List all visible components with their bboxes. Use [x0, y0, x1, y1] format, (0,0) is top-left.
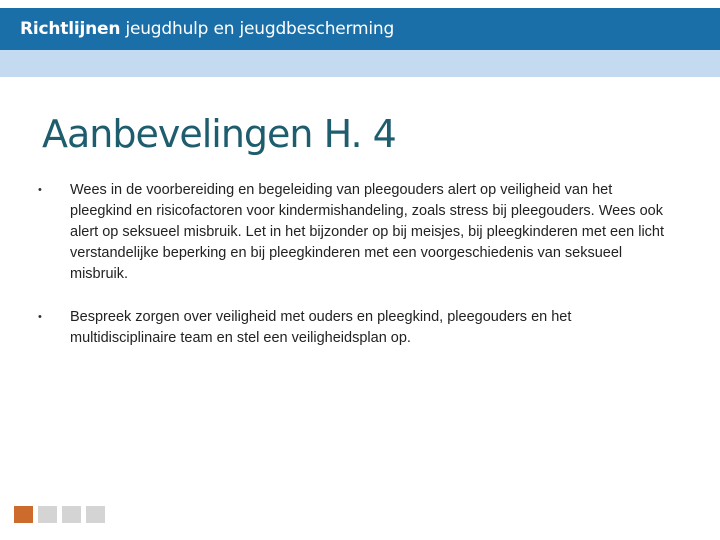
bullet-text: Bespreek zorgen over veiligheid met ouders en pleegkind, pleegouders en het multidisciplinaire team en stel een veiligheidsplan op.	[70, 309, 572, 346]
bullet-marker-icon: •	[38, 184, 42, 196]
progress-square	[62, 506, 81, 523]
progress-square-active	[14, 506, 33, 523]
brand-regular-text: jeugdhulp en jeugdbescherming	[120, 19, 395, 39]
bullet-marker-icon: •	[38, 311, 42, 323]
brand-bold-text: Richtlijnen	[20, 19, 121, 39]
bullet-item	[38, 307, 678, 349]
top-strip	[0, 0, 720, 8]
bullet-item	[38, 180, 678, 285]
brand-logo-text	[20, 19, 394, 39]
header-bar	[0, 8, 720, 50]
bullet-text: Wees in de voorbereiding en begeleiding van pleegouders alert op veiligheid van het pleegkind en risicofactoren voor kindermishandeling, zoals stress bij pleegouders. Wees ook alert op seksueel misbruik. Let in het bijzonder op bij meisjes, bij pleegkinderen met een licht verstandelijke beperking en bij pleegkinderen met een voorgeschiedenis van seksueel misbruik.	[70, 182, 665, 282]
bullet-list	[38, 180, 678, 371]
slide-progress-indicator	[14, 506, 105, 523]
progress-square	[86, 506, 105, 523]
progress-square	[38, 506, 57, 523]
sub-header-bar	[0, 50, 720, 77]
slide-title: Aanbevelingen H. 4	[42, 112, 396, 156]
